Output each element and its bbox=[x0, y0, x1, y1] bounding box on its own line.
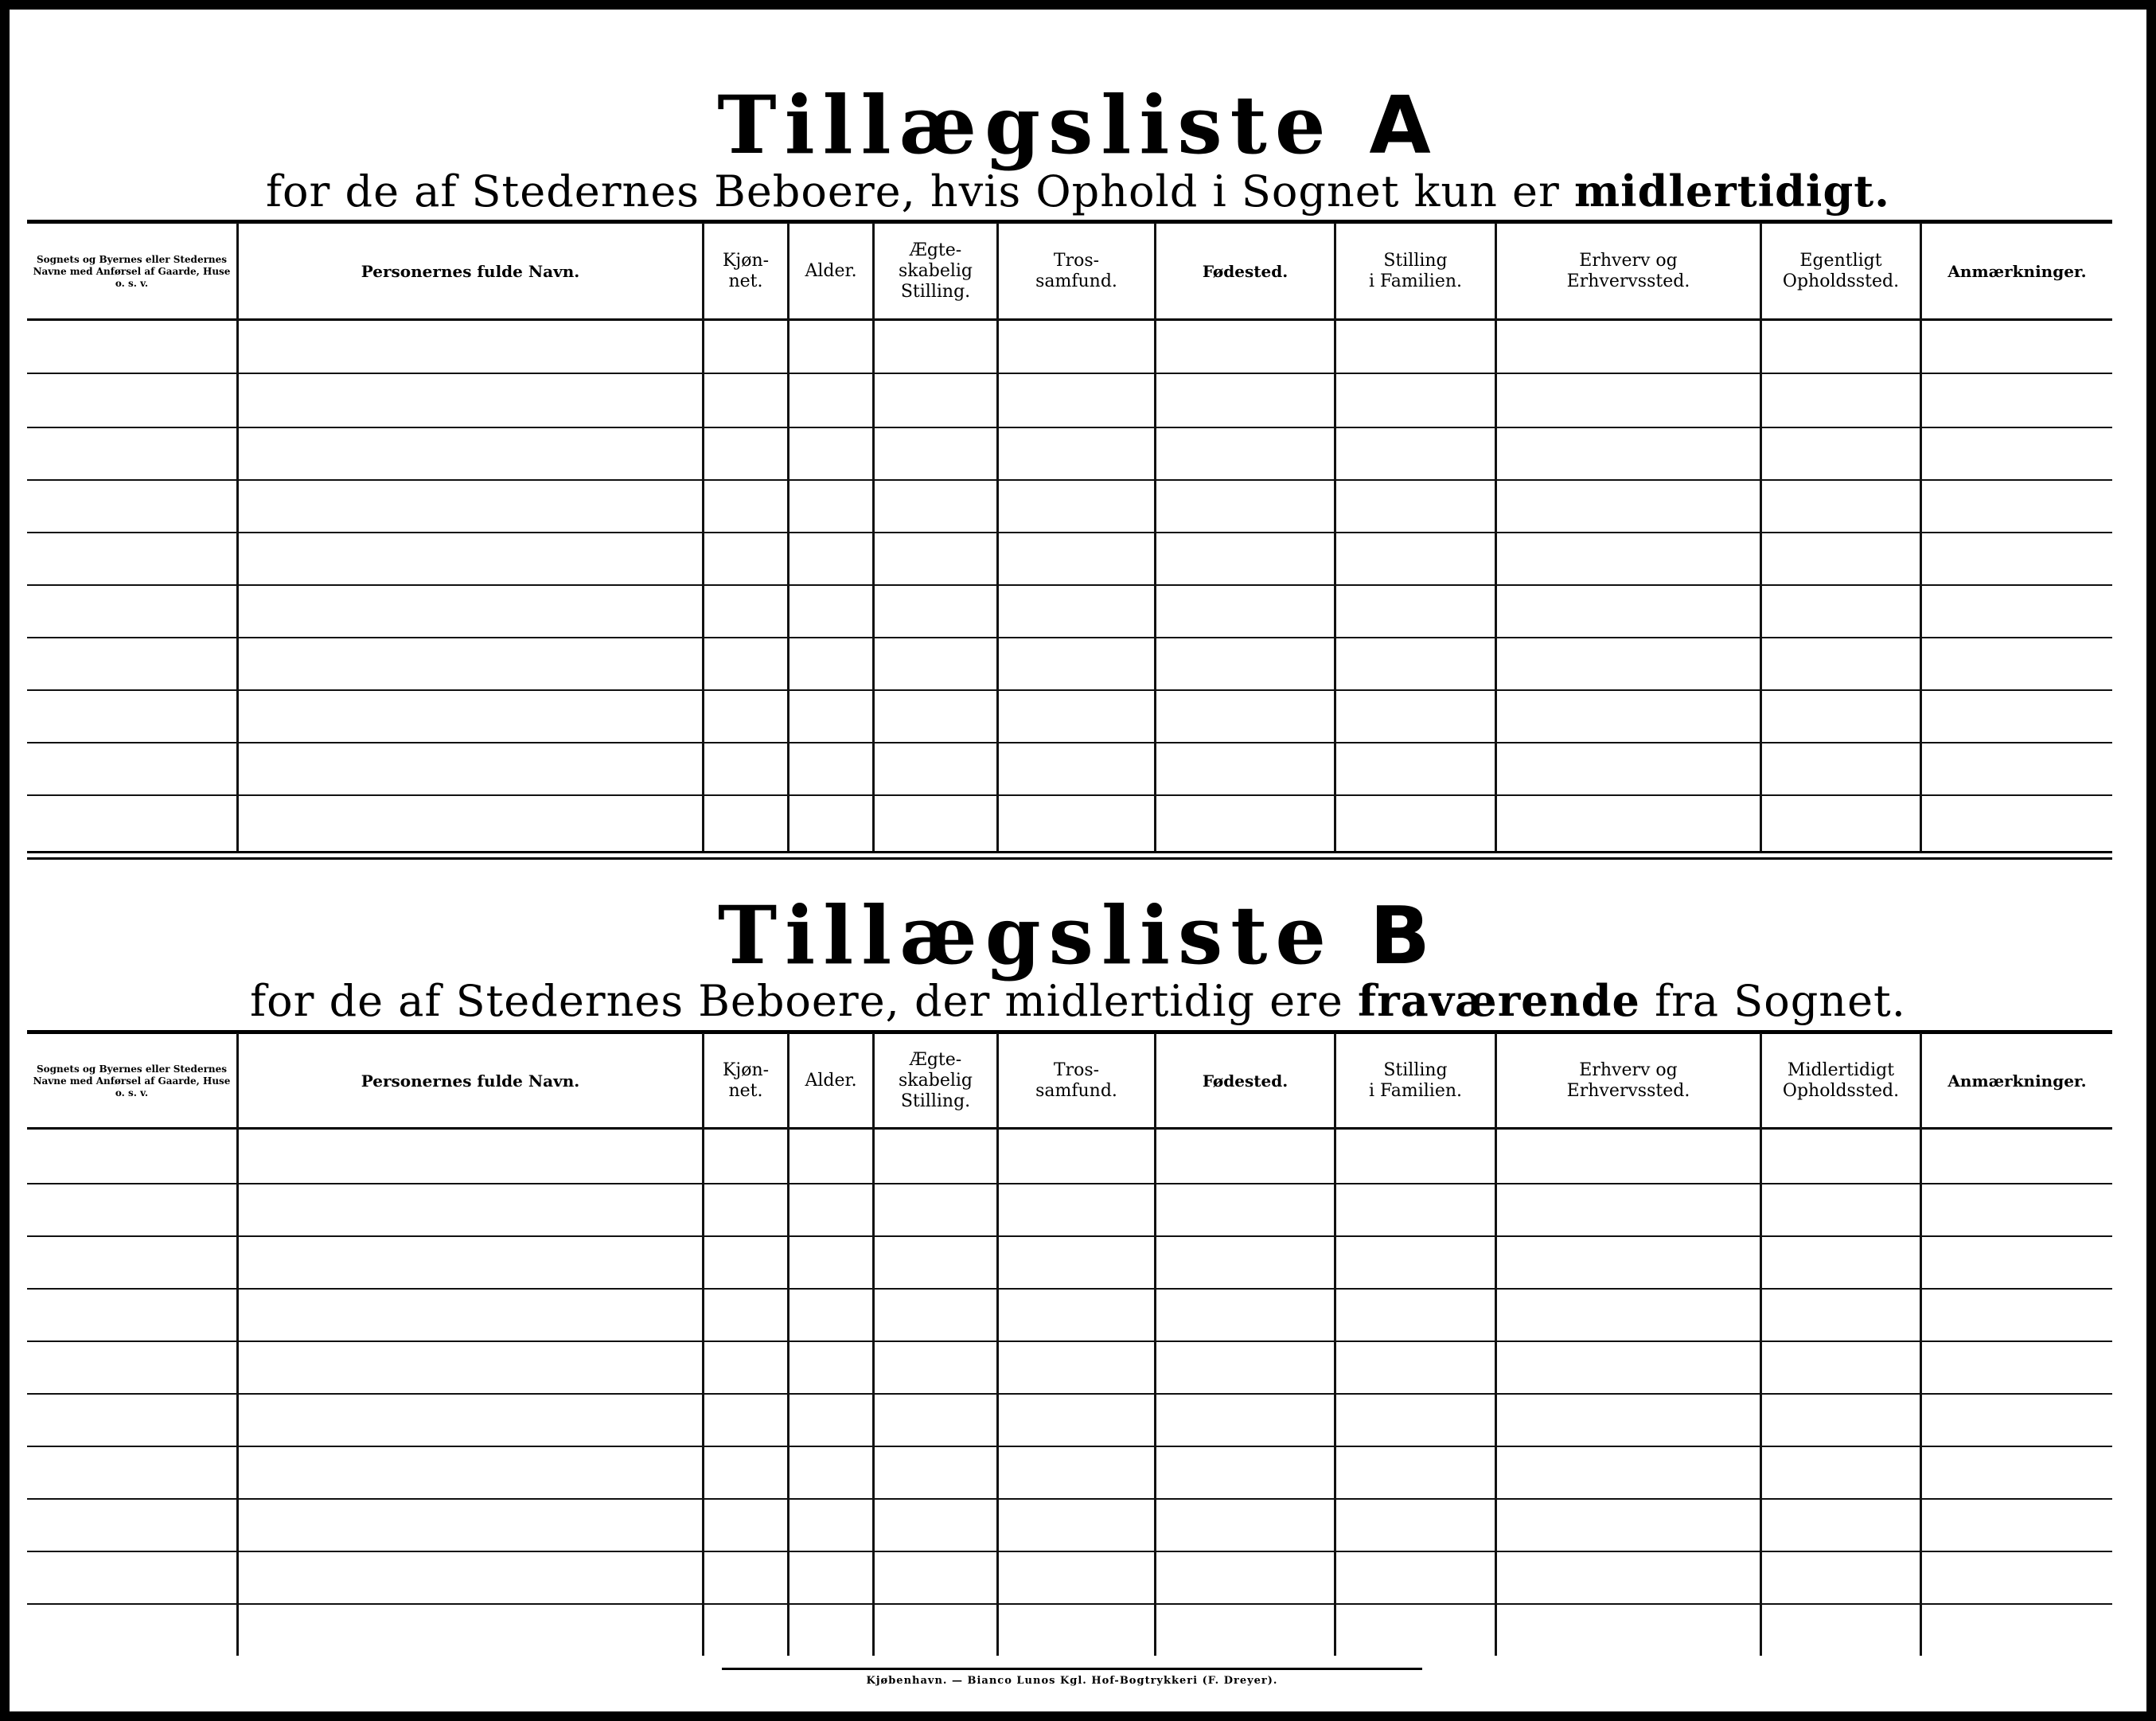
form-b-title bbox=[10, 888, 2146, 982]
form-a-column-divider bbox=[872, 223, 875, 851]
form-a-col-birthplace: Fødested. bbox=[1202, 262, 1289, 281]
form-a-subtitle-pre: for de af Stedernes Beboere, hvis Ophold i Sognet kun er bbox=[266, 166, 1574, 217]
form-a-title-main: Tillægsliste bbox=[717, 78, 1334, 172]
form-b-col-religion: Tros- samfund. bbox=[1035, 1060, 1117, 1101]
form-a-row-line bbox=[27, 742, 2112, 743]
form-b-col-family-position: Stilling i Familien. bbox=[1368, 1060, 1463, 1101]
form-b-row-line bbox=[27, 1288, 2112, 1290]
form-b-title-main: Tillægsliste bbox=[717, 888, 1335, 982]
form-b-col-remarks: Anmærkninger. bbox=[1947, 1071, 2087, 1091]
form-b-column-divider bbox=[787, 1033, 789, 1656]
form-b-row-line bbox=[27, 1551, 2112, 1552]
form-a-column-divider bbox=[236, 223, 239, 851]
census-form-sheet bbox=[10, 10, 2146, 1711]
form-b-row-line bbox=[27, 1446, 2112, 1447]
form-a-top-rule bbox=[27, 220, 2112, 224]
form-a-col-occupation: Erhverv og Erhvervssted. bbox=[1566, 251, 1690, 291]
form-b-col-sex: Kjøn- net. bbox=[722, 1060, 770, 1101]
form-a-bottom-rule bbox=[27, 851, 2112, 853]
form-a-col-location: Sognets og Byernes eller Stedernes Navne med Anførsel af Gaarde, Huse o. s. v. bbox=[33, 253, 231, 289]
form-a-col-religion: Tros- samfund. bbox=[1035, 251, 1117, 291]
form-a-row-line bbox=[27, 373, 2112, 374]
form-b-column-divider bbox=[702, 1033, 704, 1656]
form-b-column-divider bbox=[236, 1033, 239, 1656]
form-b-col-name: Personernes fulde Navn. bbox=[361, 1071, 580, 1091]
form-a-column-divider bbox=[1334, 223, 1336, 851]
form-b-col-birthplace: Fødested. bbox=[1202, 1071, 1289, 1091]
form-b-row-line bbox=[27, 1498, 2112, 1500]
form-a-col-age: Alder. bbox=[805, 261, 857, 281]
form-b-title-letter: B bbox=[1369, 889, 1439, 982]
form-b-column-divider bbox=[1920, 1033, 1922, 1656]
form-a-header-rule bbox=[27, 318, 2112, 321]
form-b-header-rule bbox=[27, 1127, 2112, 1130]
form-b-subtitle bbox=[10, 977, 2146, 1025]
form-b-row-line bbox=[27, 1603, 2112, 1605]
form-b-column-divider bbox=[1495, 1033, 1497, 1656]
printer-imprint: Kjøbenhavn. — Bianco Lunos Kgl. Hof-Bogtrykkeri (F. Dreyer). bbox=[866, 1675, 1278, 1687]
form-a-title bbox=[10, 78, 2146, 172]
form-a-row-line bbox=[27, 532, 2112, 533]
form-a-column-divider bbox=[1495, 223, 1497, 851]
form-b-col-marital: Ægte- skabelig Stilling. bbox=[899, 1050, 973, 1111]
form-a-row-line bbox=[27, 479, 2112, 481]
form-a-row-line bbox=[27, 689, 2112, 691]
form-a-column-divider bbox=[1760, 223, 1762, 851]
form-a-col-sex: Kjøn- net. bbox=[722, 251, 770, 291]
form-b-row-line bbox=[27, 1341, 2112, 1342]
form-a-column-divider bbox=[787, 223, 789, 851]
form-a-col-residence: Egentligt Opholdssted. bbox=[1782, 251, 1900, 291]
form-a-bottom-rule-2 bbox=[27, 857, 2112, 860]
form-a-col-name: Personernes fulde Navn. bbox=[361, 262, 580, 281]
form-b-column-divider bbox=[1154, 1033, 1156, 1656]
form-a-subtitle bbox=[10, 167, 2146, 216]
footer-rule bbox=[722, 1668, 1422, 1670]
form-b-subtitle-pre: for de af Stedernes Beboere, der midlertidig ere bbox=[250, 976, 1359, 1026]
form-a-column-divider bbox=[996, 223, 999, 851]
form-b-row-line bbox=[27, 1235, 2112, 1237]
form-b-row-line bbox=[27, 1183, 2112, 1184]
form-a-row-line bbox=[27, 584, 2112, 586]
form-b-col-residence: Midlertidigt Opholdssted. bbox=[1782, 1060, 1900, 1101]
form-b-column-divider bbox=[1334, 1033, 1336, 1656]
form-a-title-letter: A bbox=[1369, 79, 1439, 172]
form-a-col-marital: Ægte- skabelig Stilling. bbox=[899, 240, 973, 302]
form-b-column-divider bbox=[1760, 1033, 1762, 1656]
form-b-subtitle-post: fra Sognet. bbox=[1639, 976, 1906, 1026]
form-b-top-rule bbox=[27, 1030, 2112, 1034]
form-a-column-divider bbox=[1920, 223, 1922, 851]
form-b-col-location: Sognets og Byernes eller Stedernes Navne med Anførsel af Gaarde, Huse o. s. v. bbox=[33, 1063, 231, 1099]
form-b-subtitle-bold: fraværende bbox=[1358, 975, 1640, 1026]
form-a-subtitle-bold: midlertidigt. bbox=[1573, 166, 1890, 217]
form-b-col-age: Alder. bbox=[805, 1071, 857, 1091]
form-a-row-line bbox=[27, 427, 2112, 428]
form-a-row-line bbox=[27, 637, 2112, 638]
form-b-col-occupation: Erhverv og Erhvervssted. bbox=[1566, 1060, 1690, 1101]
form-a-column-divider bbox=[702, 223, 704, 851]
form-a-row-line bbox=[27, 794, 2112, 796]
form-b-column-divider bbox=[996, 1033, 999, 1656]
form-a-col-family-position: Stilling i Familien. bbox=[1368, 251, 1463, 291]
form-b-column-divider bbox=[872, 1033, 875, 1656]
form-b-row-line bbox=[27, 1393, 2112, 1395]
form-a-column-divider bbox=[1154, 223, 1156, 851]
form-a-col-remarks: Anmærkninger. bbox=[1947, 262, 2087, 281]
